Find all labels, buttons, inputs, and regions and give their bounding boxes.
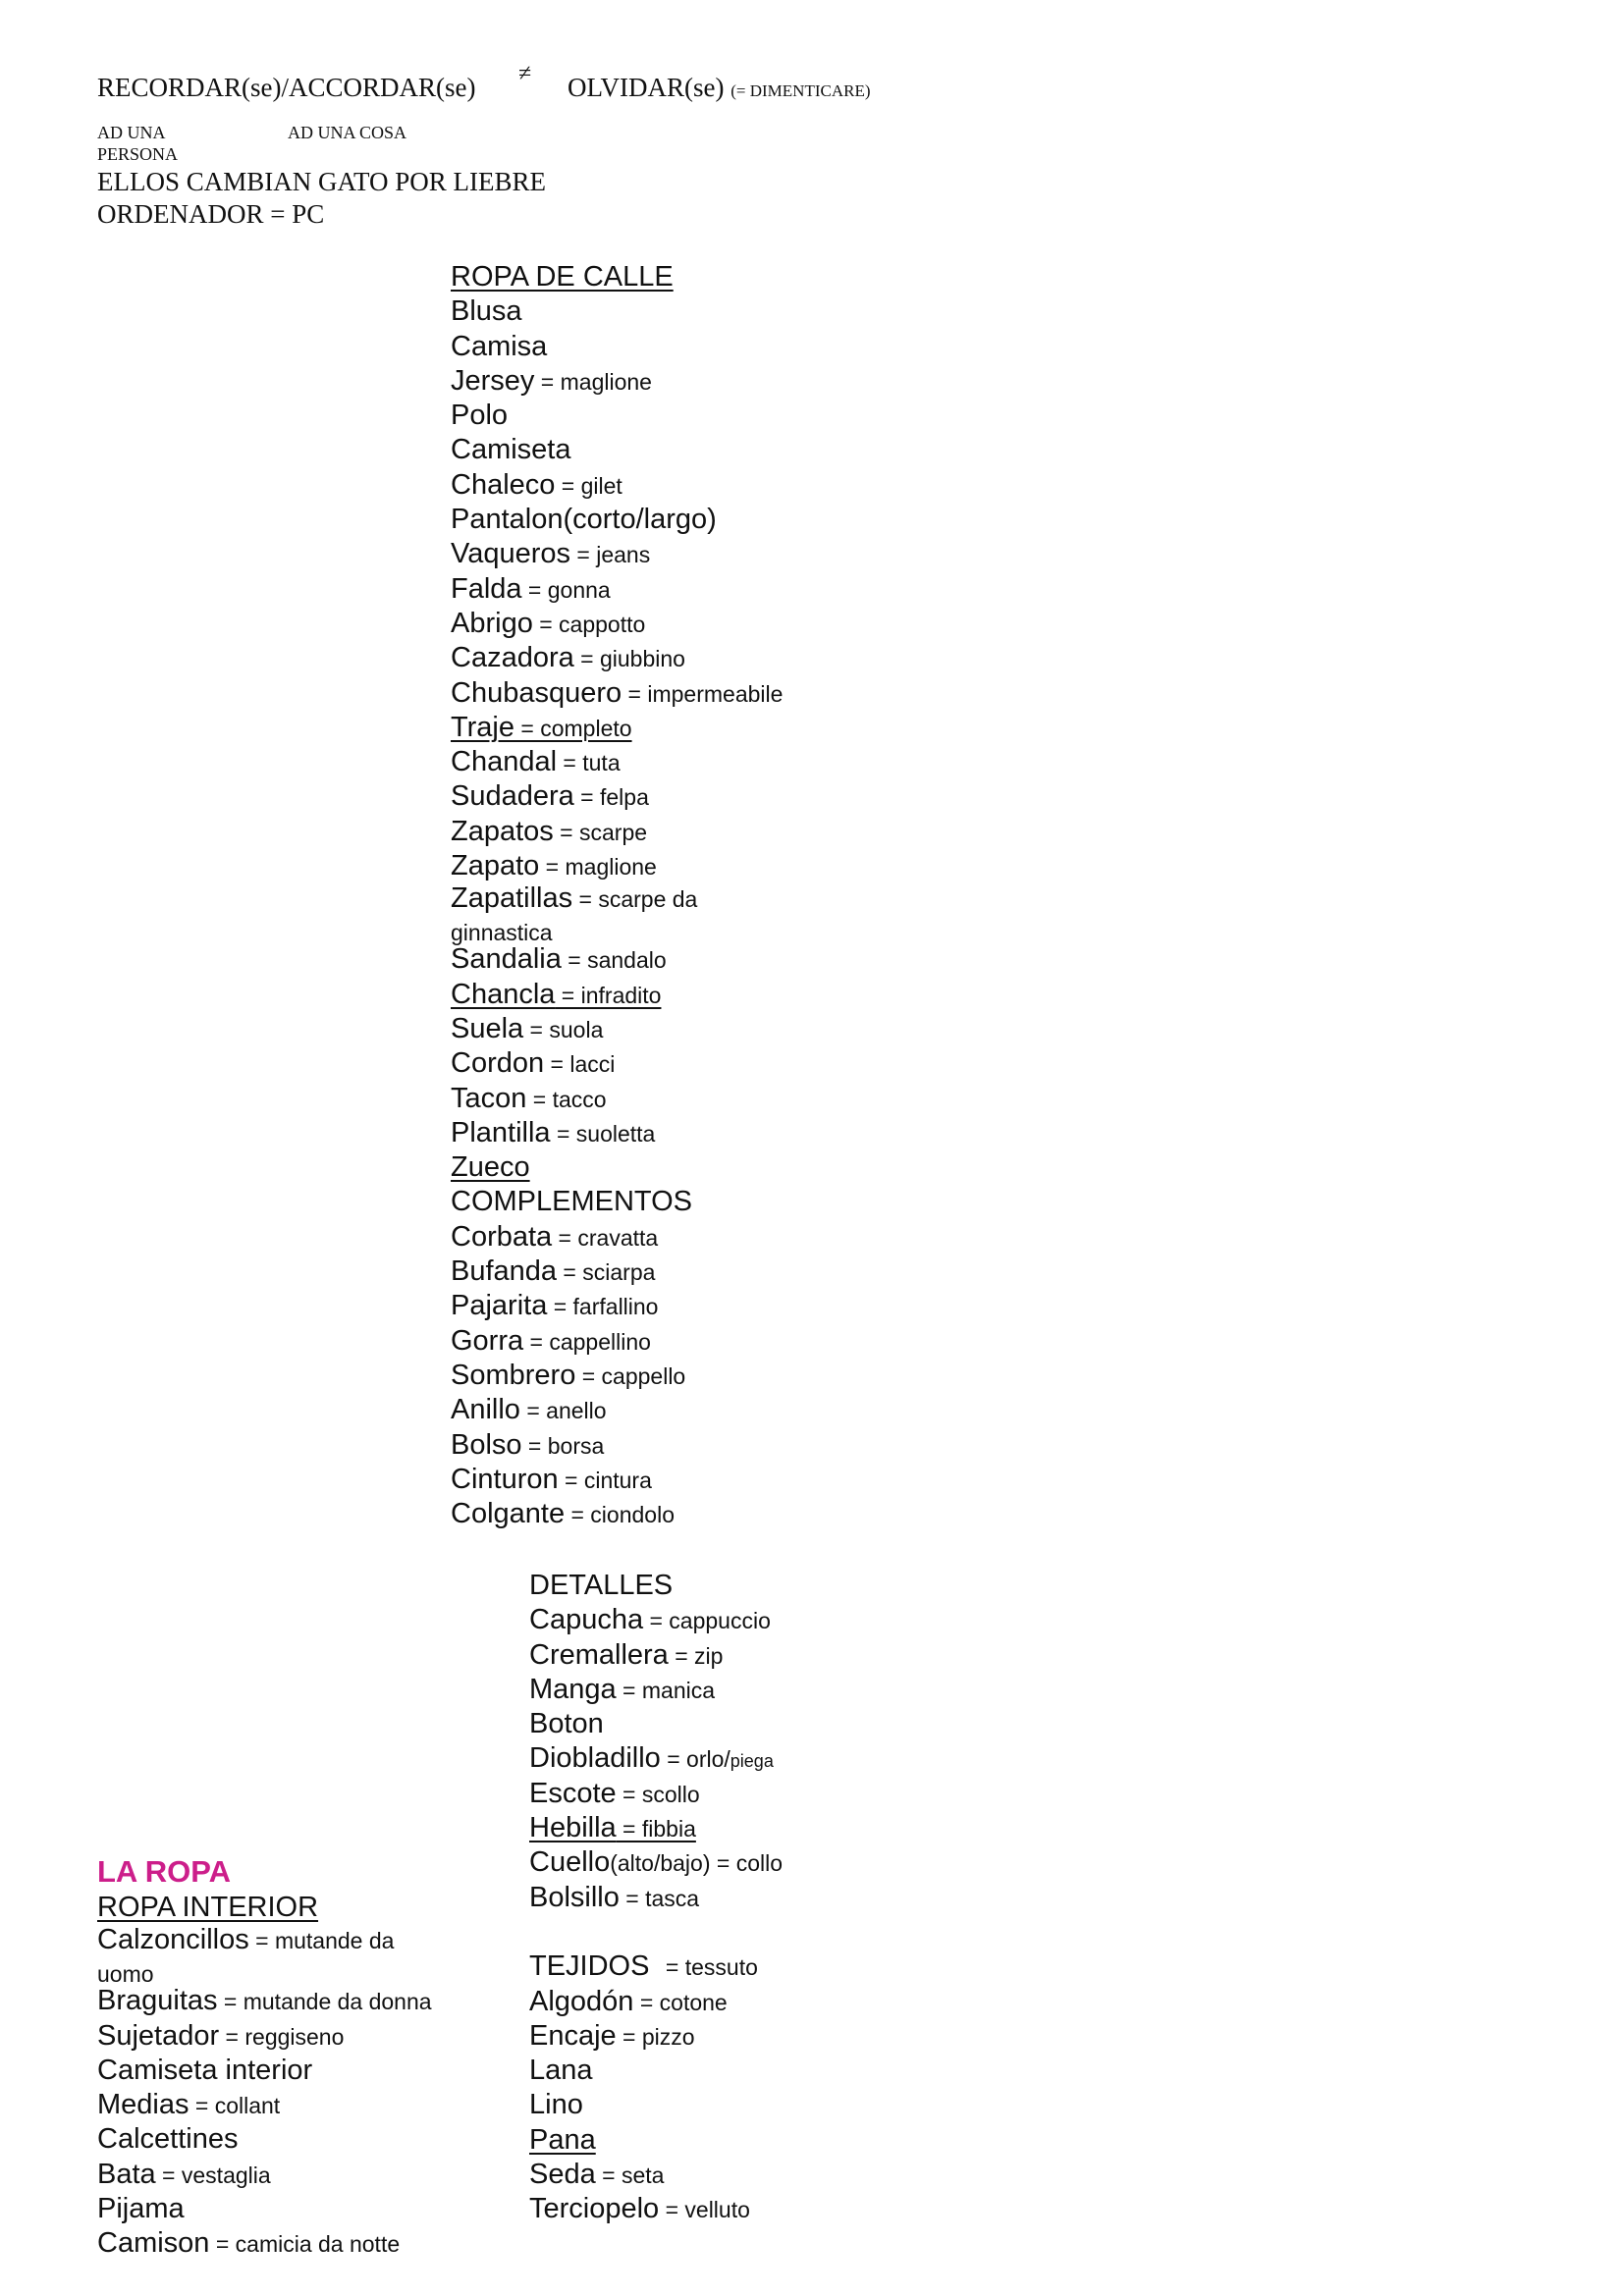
vocab-translation: = gilet: [555, 472, 622, 499]
olvidar-label: OLVIDAR(se): [568, 73, 725, 102]
vocab-term: Medias: [97, 2089, 189, 2121]
vocab-translation: = cravatta: [552, 1224, 659, 1251]
list-item: [451, 641, 783, 675]
vocab-translation: = completo: [514, 715, 632, 741]
list-item: [529, 1638, 783, 1673]
list-item: [529, 2192, 783, 2226]
vocab-term: Lana: [529, 2055, 593, 2087]
header-line-2: ELLOS CAMBIAN GATO POR LIEBRE: [97, 167, 547, 196]
vocab-term: Algodón: [529, 1985, 634, 2017]
vocab-term: Tacon: [451, 1082, 527, 1114]
header-line-1: [97, 73, 476, 103]
vocab-term: Calzoncillos: [97, 1924, 249, 1956]
list-item: [451, 330, 783, 364]
vocab-term: Lino: [529, 2089, 583, 2121]
vocab-translation: = scarpe da ginnastica: [451, 886, 698, 946]
vocab-term: Hebilla: [529, 1812, 617, 1844]
list-item: [451, 882, 745, 946]
vocab-translation: = reggiseno: [219, 2023, 345, 2050]
list-item: [451, 503, 783, 537]
vocab-translation: = camicia da notte: [209, 2231, 401, 2258]
vocab-term: Bata: [97, 2158, 156, 2190]
header-line-1-right: [568, 73, 871, 103]
vocab-translation: = lacci: [544, 1051, 616, 1078]
vocab-term: Capucha: [529, 1604, 644, 1636]
vocab-term: Chancla: [451, 978, 556, 1010]
list-item: [451, 1150, 783, 1185]
ropa-interior-section: [97, 1891, 470, 2262]
vocab-translation: = vestaglia: [155, 2162, 271, 2188]
sub-label-cosa: AD UNA COSA: [288, 123, 407, 142]
vocab-term: Zueco: [451, 1151, 530, 1184]
ropa-de-calle-section: [451, 260, 783, 1531]
list-item: [451, 1220, 783, 1255]
list-item: [451, 537, 783, 571]
vocab-translation: = infradito: [555, 982, 662, 1008]
list-item: [529, 2054, 783, 2088]
list-item: [451, 942, 783, 977]
list-item: [451, 1289, 783, 1323]
list-item: [529, 1673, 783, 1707]
list-item: [97, 1924, 431, 1988]
list-item: [529, 2088, 783, 2122]
list-item: [451, 711, 783, 745]
vocab-term: Jersey: [451, 364, 535, 397]
vocab-translation: = seta: [595, 2163, 665, 2189]
vocab-translation: = maglione: [539, 854, 657, 881]
vocab-translation: = giubbino: [573, 646, 685, 672]
vocab-translation-small: piega: [730, 1751, 774, 1772]
vocab-term: Zapatillas: [451, 882, 573, 915]
vocab-term: Chandal: [451, 746, 558, 778]
vocab-translation: = fibbia: [616, 1816, 696, 1842]
tejidos-heading: TEJIDOS: [529, 1950, 650, 1983]
vocab-term: Sujetador: [97, 2019, 220, 2052]
vocab-term: Calcettines: [97, 2123, 239, 2156]
vocab-term: Traje: [451, 711, 514, 743]
header-line-3: ORDENADOR = PC: [97, 199, 325, 229]
detalles-heading: DETALLES: [529, 1570, 674, 1601]
vocab-translation: = farfallino: [547, 1294, 659, 1320]
vocab-term: Cinturon: [451, 1463, 559, 1495]
sub-label-persona-line-2: PERSONA: [97, 144, 179, 164]
vocab-term: Seda: [529, 2159, 596, 2191]
vocab-term: Vaqueros: [451, 538, 570, 570]
vocab-translation: = orlo/: [660, 1746, 730, 1773]
list-item: [529, 1881, 783, 1915]
vocab-term: Abrigo: [451, 607, 533, 639]
vocab-translation: = borsa: [521, 1432, 605, 1459]
vocab-term: Cordon: [451, 1047, 545, 1080]
list-item: [529, 1845, 783, 1880]
vocab-translation: = anello: [519, 1398, 607, 1424]
list-item: [451, 1359, 783, 1393]
list-item: [529, 2158, 783, 2192]
list-item: [451, 1046, 783, 1081]
list-item: [529, 1777, 783, 1811]
vocab-term: Cremallera: [529, 1638, 669, 1671]
list-item: [97, 2054, 470, 2088]
list-item: [451, 294, 783, 329]
vocab-translation: = cotone: [633, 1989, 728, 2015]
vocab-term: Pana: [529, 2123, 596, 2156]
list-item: [97, 2192, 470, 2226]
list-item: [451, 1463, 783, 1497]
list-item: [451, 779, 783, 814]
vocab-term: Corbata: [451, 1220, 553, 1253]
list-item: [97, 2122, 470, 2157]
olvidar-note: (= DIMENTICARE): [730, 81, 871, 100]
list-item: [451, 676, 783, 711]
list-item: [451, 978, 783, 1012]
vocab-term: Camison: [97, 2227, 210, 2260]
vocab-term: Diobladillo: [529, 1742, 661, 1775]
list-item: [529, 1741, 783, 1776]
vocab-translation: = collant: [189, 2093, 281, 2119]
vocab-term: Pajarita: [451, 1290, 548, 1322]
vocab-translation: = cappello: [575, 1362, 686, 1389]
vocab-term: Suela: [451, 1012, 524, 1044]
vocab-translation: = suola: [523, 1016, 604, 1042]
vocab-term: Bolsillo: [529, 1881, 620, 1913]
vocab-translation: = scollo: [616, 1781, 700, 1807]
list-item: [97, 2226, 470, 2261]
list-item: [451, 815, 783, 849]
vocab-translation: = mutande da uomo: [97, 1928, 395, 1988]
vocab-translation: = pizzo: [616, 2023, 695, 2050]
vocab-term: Escote: [529, 1777, 617, 1809]
list-item: [451, 572, 783, 607]
vocab-translation: = cappotto: [532, 611, 646, 637]
list-item: [529, 2019, 783, 2054]
list-item: [451, 468, 783, 503]
list-item: [451, 745, 783, 779]
sub-label-persona: [97, 122, 178, 165]
vocab-translation: = cappellino: [523, 1328, 651, 1355]
not-equal-symbol: ≠: [518, 61, 532, 86]
la-ropa-title: LA ROPA: [97, 1854, 232, 1889]
list-item: [451, 1393, 783, 1427]
vocab-term: Chaleco: [451, 468, 556, 501]
complementos-heading: COMPLEMENTOS: [451, 1186, 693, 1218]
vocab-translation: = tasca: [619, 1885, 700, 1911]
vocab-term: Polo: [451, 400, 509, 432]
vocab-term: Camisa: [451, 330, 548, 362]
ropa-interior-heading: ROPA INTERIOR: [97, 1892, 319, 1923]
list-item: [451, 399, 783, 433]
vocab-translation: = sciarpa: [557, 1259, 656, 1286]
vocab-term: Sombrero: [451, 1359, 576, 1391]
vocab-translation: = maglione: [534, 368, 652, 395]
vocab-term: Pijama: [97, 2193, 185, 2225]
vocab-translation: = velluto: [659, 2197, 750, 2223]
list-item: [97, 1984, 470, 2018]
vocab-term: Colgante: [451, 1498, 566, 1530]
vocab-term: Manga: [529, 1673, 617, 1705]
vocab-translation: = cintura: [558, 1467, 652, 1493]
vocab-term: Gorra: [451, 1324, 524, 1357]
vocab-term: Sudadera: [451, 780, 574, 813]
vocab-term: Camiseta: [451, 434, 571, 466]
vocab-term: Chubasquero: [451, 676, 622, 709]
list-item: [529, 2123, 783, 2158]
vocab-term: Terciopelo: [529, 2193, 660, 2225]
vocab-translation: = cappuccio: [643, 1608, 771, 1634]
vocab-term: Zapatos: [451, 815, 554, 847]
list-item: [97, 2019, 470, 2054]
vocab-term: Falda: [451, 572, 522, 605]
list-item: [451, 1324, 783, 1359]
vocab-translation: = jeans: [570, 542, 651, 568]
vocab-translation: = sandalo: [561, 947, 667, 974]
vocab-translation: = mutande da donna: [217, 1989, 432, 2015]
detalles-section: [529, 1569, 783, 2227]
list-item: [451, 1497, 783, 1531]
vocab-translation: = tuta: [557, 750, 621, 776]
vocab-translation: = scarpe: [553, 819, 648, 845]
vocab-translation: = impermeabile: [622, 680, 784, 707]
vocab-translation: (alto/bajo) = collo: [610, 1850, 784, 1877]
vocab-term: Bolso: [451, 1428, 522, 1461]
list-item: [451, 1116, 783, 1150]
list-item: [451, 1012, 783, 1046]
list-item: [97, 2158, 470, 2192]
sub-label-persona-line-1: AD UNA: [97, 123, 166, 142]
vocab-translation: = tacco: [526, 1086, 607, 1112]
list-item: [529, 1811, 783, 1845]
vocab-translation: = gonna: [521, 576, 611, 603]
list-item: [451, 364, 783, 399]
ropa-de-calle-heading: ROPA DE CALLE: [451, 261, 674, 293]
vocab-term: Pantalon(corto/largo): [451, 504, 717, 536]
tejidos-heading-translation: = tessuto: [665, 1954, 758, 1981]
list-item: [451, 607, 783, 641]
list-item: [97, 2088, 470, 2122]
vocab-term: Plantilla: [451, 1116, 551, 1148]
list-item: [451, 1255, 783, 1289]
vocab-term: Boton: [529, 1708, 604, 1740]
vocab-term: Bufanda: [451, 1255, 558, 1288]
vocab-translation: = zip: [668, 1642, 724, 1669]
list-item: [451, 1082, 783, 1116]
list-item: [529, 1603, 783, 1637]
vocab-translation: = ciondolo: [565, 1502, 675, 1528]
vocab-term: Camiseta interior: [97, 2054, 313, 2086]
recordar-label: RECORDAR(se)/ACCORDAR(se): [97, 73, 476, 102]
list-item: [451, 433, 783, 467]
list-item: [529, 1985, 783, 2019]
vocab-term: Blusa: [451, 295, 522, 328]
vocab-translation: = manica: [616, 1677, 716, 1703]
vocab-translation: = felpa: [573, 784, 649, 811]
vocab-term: Encaje: [529, 2019, 617, 2052]
vocab-term: Cazadora: [451, 642, 574, 674]
vocab-term: Cuello: [529, 1846, 611, 1879]
vocab-term: Braguitas: [97, 1985, 218, 2017]
vocab-term: Zapato: [451, 850, 540, 882]
vocab-term: Sandalia: [451, 943, 562, 976]
list-item: [529, 1707, 783, 1741]
vocab-translation: = suoletta: [550, 1120, 656, 1147]
vocab-term: Anillo: [451, 1394, 520, 1426]
list-item: [451, 849, 783, 883]
list-item: [451, 1428, 783, 1463]
